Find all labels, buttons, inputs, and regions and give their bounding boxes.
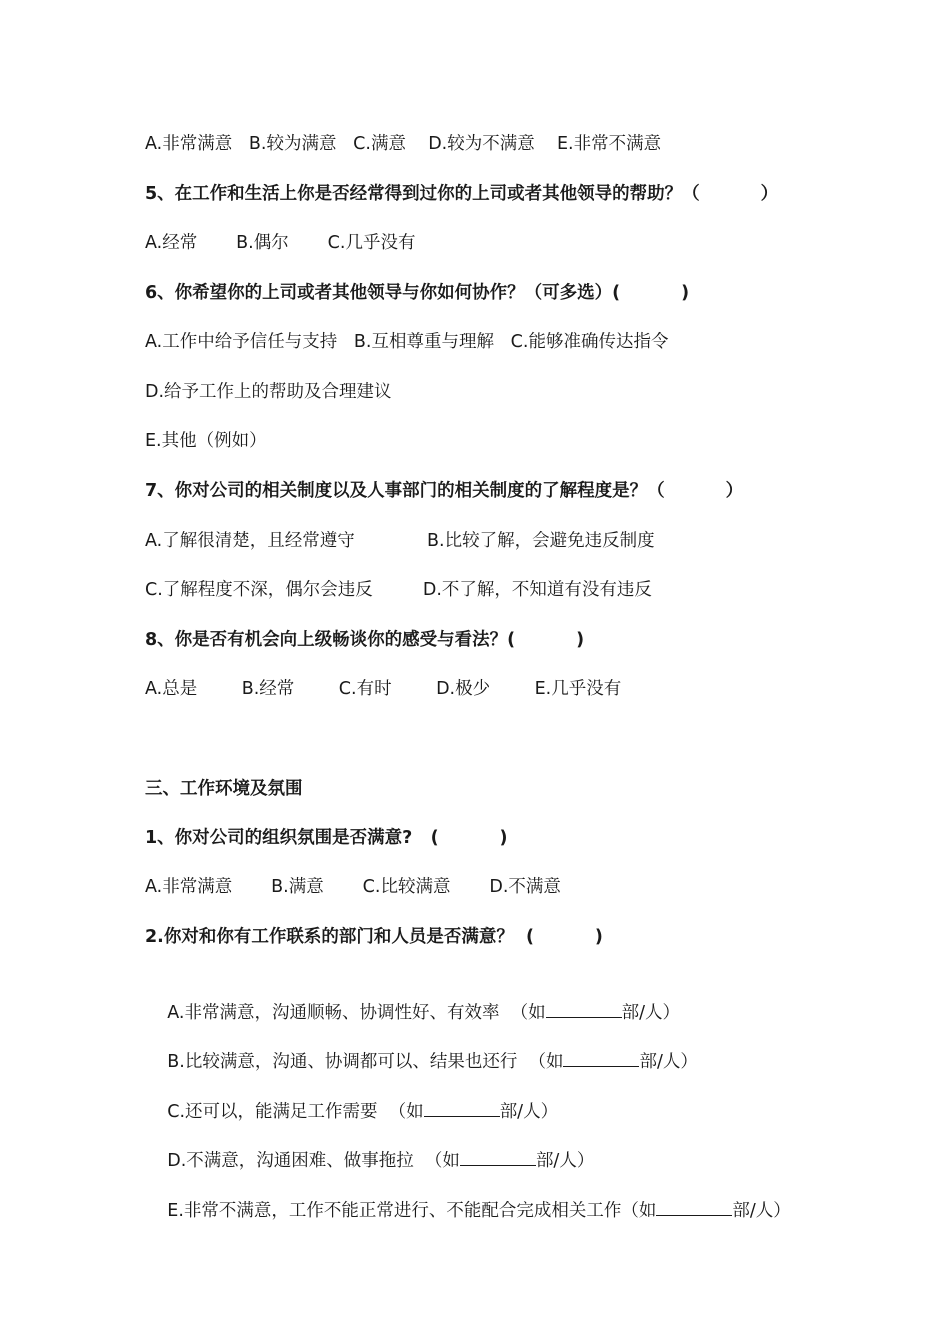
section-heading-work-environment: 三、工作环境及氛围 (145, 779, 303, 799)
answer-options-section3-1: A.非常满意 B.满意 C.比较满意 D.不满意 (145, 877, 561, 897)
option-d-suffix: 部/人） (535, 1151, 595, 1171)
option-a-suffix: 部/人） (621, 1003, 681, 1023)
option-a-text: A.非常满意，沟通顺畅、协调性好、有效率 （如 (167, 1003, 546, 1023)
option-c-text: C.还可以，能满足工作需要 （如 (167, 1102, 424, 1122)
fill-in-blank-a[interactable] (546, 999, 622, 1018)
answer-option-q6-e: E.其他（例如） (145, 431, 267, 451)
answer-options-q6-abc: A.工作中给予信任与支持 B.互相尊重与理解 C.能够准确传达指令 (145, 332, 669, 352)
option-d-text: D.不满意，沟通困难、做事拖拉 （如 (167, 1151, 460, 1171)
answer-options-q8: A.总是 B.经常 C.有时 D.极少 E.几乎没有 (145, 679, 622, 699)
answer-option-e-fill-in (145, 1173, 791, 1247)
answer-options-q5: A.经常 B.偶尔 C.几乎没有 (145, 233, 416, 253)
fill-in-blank-e[interactable] (656, 1197, 732, 1216)
question-section3-1: 1、你对公司的组织氛围是否满意? ( ) (145, 828, 508, 848)
question-section3-2: 2.你对和你有工作联系的部门和人员是否满意？ ( ) (145, 927, 603, 947)
option-b-text: B.比较满意，沟通、协调都可以、结果也还行 （如 (167, 1052, 564, 1072)
answer-options-q7-ab: A.了解很清楚，且经常遵守 B.比较了解，会避免违反制度 (145, 531, 655, 551)
fill-in-blank-c[interactable] (424, 1098, 500, 1117)
question-7: 7、你对公司的相关制度以及人事部门的相关制度的了解程度是？（ ） (145, 481, 744, 501)
question-5: 5、在工作和生活上你是否经常得到过你的上司或者其他领导的帮助？（ ） (145, 184, 779, 204)
option-e-suffix: 部/人） (732, 1201, 791, 1221)
question-8: 8、你是否有机会向上级畅谈你的感受与看法？( ) (145, 630, 585, 650)
option-c-suffix: 部/人） (499, 1102, 559, 1122)
option-b-suffix: 部/人） (639, 1052, 698, 1072)
answer-options-satisfaction: A.非常满意 B.较为满意 C.满意 D.较为不满意 E.非常不满意 (145, 134, 662, 154)
option-e-text: E.非常不满意，工作不能正常进行、不能配合完成相关工作（如 (167, 1201, 657, 1221)
fill-in-blank-b[interactable] (563, 1048, 639, 1067)
fill-in-blank-d[interactable] (460, 1147, 536, 1166)
question-6: 6、你希望你的上司或者其他领导与你如何协作？（可多选）( ) (145, 283, 690, 303)
answer-options-q7-cd: C.了解程度不深，偶尔会违反 D.不了解，不知道有没有违反 (145, 580, 652, 600)
answer-option-q6-d: D.给予工作上的帮助及合理建议 (145, 382, 392, 402)
